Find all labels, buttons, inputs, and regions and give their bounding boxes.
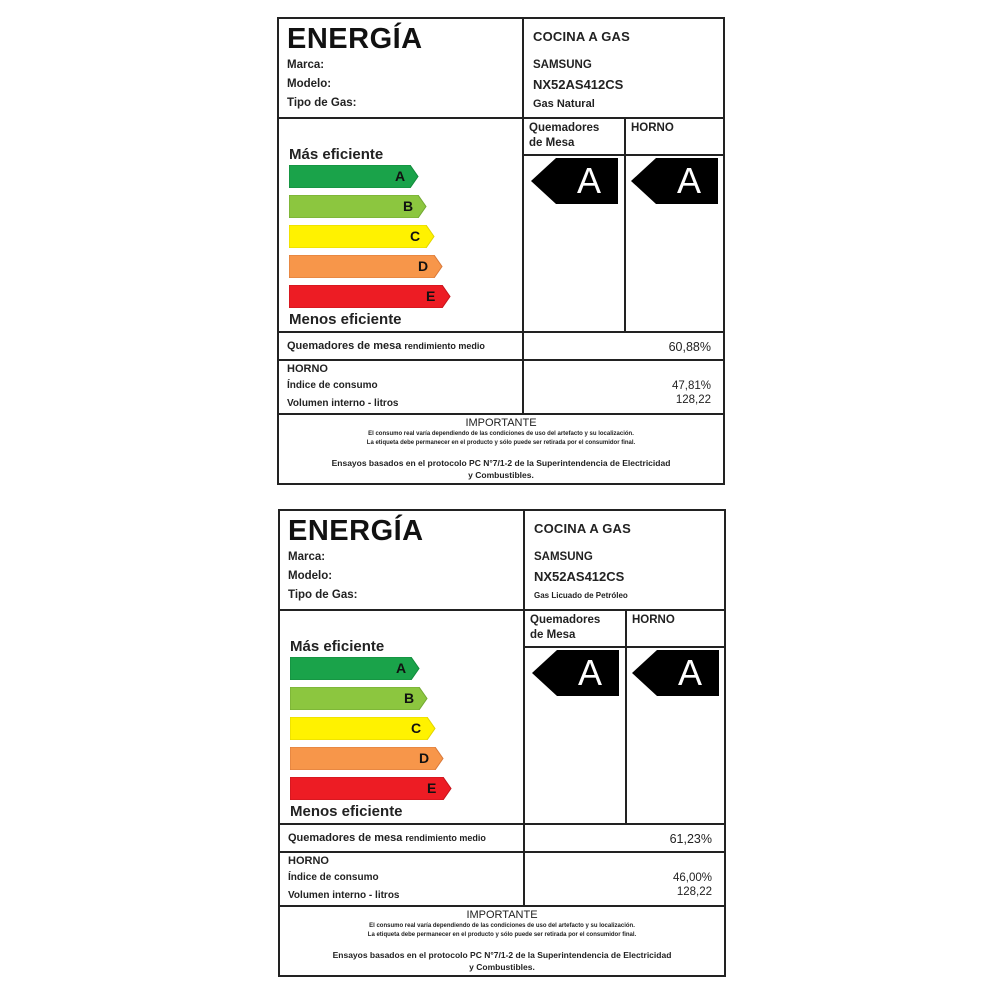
volumen-interno-label: Volumen interno - litros xyxy=(288,890,400,901)
indice-consumo-value: 46,00% xyxy=(672,872,712,884)
important-note-1: El consumo real varía dependiendo de las condiciones de uso del artefacto y su localización. xyxy=(369,923,635,929)
horno-rating-arrow xyxy=(632,650,720,701)
brand-value: SAMSUNG xyxy=(533,59,592,71)
important-note-1: El consumo real varía dependiendo de las condiciones de uso del artefacto y su localización. xyxy=(368,431,634,437)
class-bar-c: C xyxy=(290,717,436,740)
class-bar-d: D xyxy=(289,255,443,278)
class-bar-d: D xyxy=(290,747,444,770)
quemadores-column-header: Quemadores de Mesa xyxy=(529,122,600,149)
modelo-label: Modelo: xyxy=(288,570,333,582)
divider xyxy=(523,609,525,823)
divider xyxy=(522,154,723,156)
class-bar-e: E xyxy=(289,285,451,308)
divider xyxy=(522,117,524,331)
protocol-note-1: Ensayos basados en el protocolo PC N°7/1-2 de la Superintendencia de Electricidad xyxy=(331,458,671,468)
important-heading: IMPORTANTE xyxy=(466,909,538,921)
gas-type-value: Gas Natural xyxy=(533,98,595,110)
least-efficient-label: Menos eficiente xyxy=(289,311,402,328)
horno-rating-letter: A xyxy=(677,652,702,693)
divider xyxy=(279,117,723,119)
least-efficient-label: Menos eficiente xyxy=(290,803,403,820)
tipo-gas-label: Tipo de Gas: xyxy=(288,589,358,601)
class-bar-b: B xyxy=(290,687,428,710)
most-efficient-label: Más eficiente xyxy=(290,638,385,655)
divider xyxy=(522,331,524,413)
quemadores-rendimiento-value: 60,88% xyxy=(668,340,711,354)
volumen-interno-value: 128,22 xyxy=(676,886,712,898)
label-title: ENERGÍA xyxy=(287,23,423,55)
brand-value: SAMSUNG xyxy=(534,551,593,563)
horno-section-title: HORNO xyxy=(287,363,328,375)
product-category: COCINA A GAS xyxy=(534,521,632,536)
divider xyxy=(523,646,724,648)
label-title: ENERGÍA xyxy=(288,515,424,547)
divider xyxy=(625,609,627,823)
modelo-label: Modelo: xyxy=(287,78,332,90)
divider xyxy=(624,117,626,331)
divider xyxy=(280,823,724,825)
divider xyxy=(280,851,724,853)
class-bar-b: B xyxy=(289,195,427,218)
tipo-gas-label: Tipo de Gas: xyxy=(287,97,357,109)
class-bar-c: C xyxy=(289,225,435,248)
protocol-note-2: y Combustibles. xyxy=(469,962,535,972)
divider xyxy=(280,905,724,907)
class-bar-a: A xyxy=(289,165,419,188)
quemadores-rating-letter: A xyxy=(576,160,601,201)
quemadores-rating-letter: A xyxy=(577,652,602,693)
horno-column-header: HORNO xyxy=(632,614,675,626)
horno-rating-arrow xyxy=(631,158,719,209)
quemadores-rating-arrow xyxy=(531,158,619,209)
important-note-2: La etiqueta debe permanecer en el producto y sólo puede ser retirada por el consumidor final. xyxy=(366,440,636,446)
indice-consumo-value: 47,81% xyxy=(671,380,711,392)
important-heading: IMPORTANTE xyxy=(465,417,537,429)
divider xyxy=(279,413,723,415)
marca-label: Marca: xyxy=(287,59,325,71)
volumen-interno-value: 128,22 xyxy=(675,394,711,406)
divider xyxy=(279,359,723,361)
horno-column-header: HORNO xyxy=(631,122,674,134)
product-info xyxy=(524,19,725,117)
gas-type-value: Gas Licuado de Petróleo xyxy=(534,591,628,600)
most-efficient-label: Más eficiente xyxy=(289,146,384,163)
product-info xyxy=(525,511,726,609)
quemadores-rendimiento-value: 61,23% xyxy=(669,832,712,846)
important-note-2: La etiqueta debe permanecer en el producto y sólo puede ser retirada por el consumidor final. xyxy=(367,932,637,938)
protocol-note-2: y Combustibles. xyxy=(468,470,534,480)
horno-rating-letter: A xyxy=(676,160,701,201)
marca-label: Marca: xyxy=(288,551,326,563)
horno-section-title: HORNO xyxy=(288,855,329,867)
model-value: NX52AS412CS xyxy=(534,569,625,584)
quemadores-rendimiento-label: Quemadores de mesa rendimiento medio xyxy=(287,340,485,352)
energy-label-gas-licuado xyxy=(278,509,726,977)
indice-consumo-label: Índice de consumo xyxy=(287,380,378,391)
product-category: COCINA A GAS xyxy=(533,29,631,44)
quemadores-column-header: Quemadores de Mesa xyxy=(530,614,601,641)
divider xyxy=(280,609,724,611)
divider xyxy=(523,823,525,905)
volumen-interno-label: Volumen interno - litros xyxy=(287,398,399,409)
indice-consumo-label: Índice de consumo xyxy=(288,872,379,883)
protocol-note-1: Ensayos basados en el protocolo PC N°7/1-2 de la Superintendencia de Electricidad xyxy=(332,950,672,960)
model-value: NX52AS412CS xyxy=(533,77,624,92)
quemadores-rendimiento-label: Quemadores de mesa rendimiento medio xyxy=(288,832,486,844)
energy-label-gas-natural xyxy=(277,17,725,485)
class-bar-e: E xyxy=(290,777,452,800)
divider xyxy=(279,331,723,333)
class-bar-a: A xyxy=(290,657,420,680)
quemadores-rating-arrow xyxy=(532,650,620,701)
